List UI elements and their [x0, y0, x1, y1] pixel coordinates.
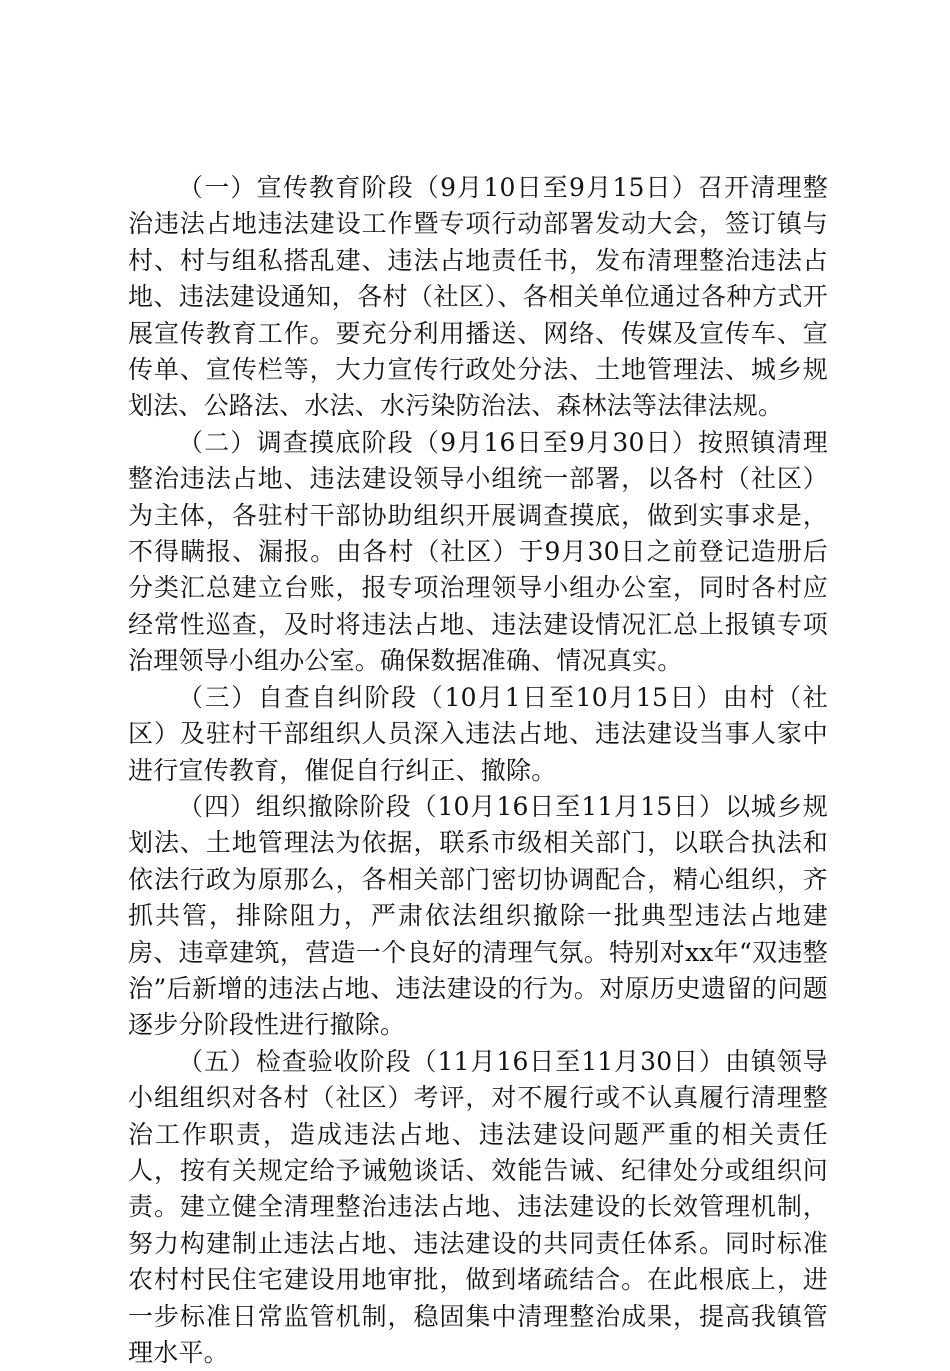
paragraph-demolition-stage: （四）组织撤除阶段（10月16日至11月15日）以城乡规划法、土地管理法为依据，联系市级相关部门，以联合执法和依法行政为原那么，各相关部门密切协调配合，精心组织，齐抓共管，排除阻力，严肃依法组织撤除一批典型违法占地建房、违章建筑，营造一个良好的清理气氛。特别对xx年“双违整治”后新增的违法占地、违法建设的行为。对原历史遗留的问题逐步分阶段性进行撤除。: [128, 791, 828, 1040]
document-body: [128, 170, 828, 1371]
paragraph-self-correction-stage: （三）自查自纠阶段（10月1日至10月15日）由村（社区）及驻村干部组织人员深入违法占地、违法建设当事人家中进行宣传教育，催促自行纠正、撤除。: [128, 682, 828, 785]
paragraph-survey-stage: （二）调查摸底阶段（9月16日至9月30日）按照镇清理整治违法占地、违法建设领导小组统一部署，以各村（社区）为主体，各驻村干部协助组织开展调查摸底，做到实事求是，不得瞒报、漏报。由各村（社区）于9月30日之前登记造册后分类汇总建立台账，报专项治理领导小组办公室，同时各村应经常性巡查，及时将违法占地、违法建设情况汇总上报镇专项治理领导小组办公室。确保数据准确、情况真实。: [128, 427, 828, 676]
paragraph-inspection-stage: （五）检查验收阶段（11月16日至11月30日）由镇领导小组组织对各村（社区）考评，对不履行或不认真履行清理整治工作职责，造成违法占地、违法建设问题严重的相关责任人，按有关规定给予诫勉谈话、效能告诫、纪律处分或组织问责。建立健全清理整治违法占地、违法建设的长效管理机制，努力构建制止违法占地、违法建设的共同责任体系。同时标准农村村民住宅建设用地审批，做到堵疏结合。在此根底上，进一步标准日常监管机制，稳固集中清理整治成果，提高我镇管理水平。: [128, 1046, 828, 1367]
paragraph-publicity-stage: （一）宣传教育阶段（9月10日至9月15日）召开清理整治违法占地违法建设工作暨专项行动部署发动大会，签订镇与村、村与组私搭乱建、违法占地责任书，发布清理整治违法占地、违法建设通知，各村（社区）、各相关单位通过各种方式开展宣传教育工作。要充分利用播送、网络、传媒及宣传车、宣传单、宣传栏等，大力宣传行政处分法、土地管理法、城乡规划法、公路法、水法、水污染防治法、森林法等法律法规。: [128, 173, 828, 421]
